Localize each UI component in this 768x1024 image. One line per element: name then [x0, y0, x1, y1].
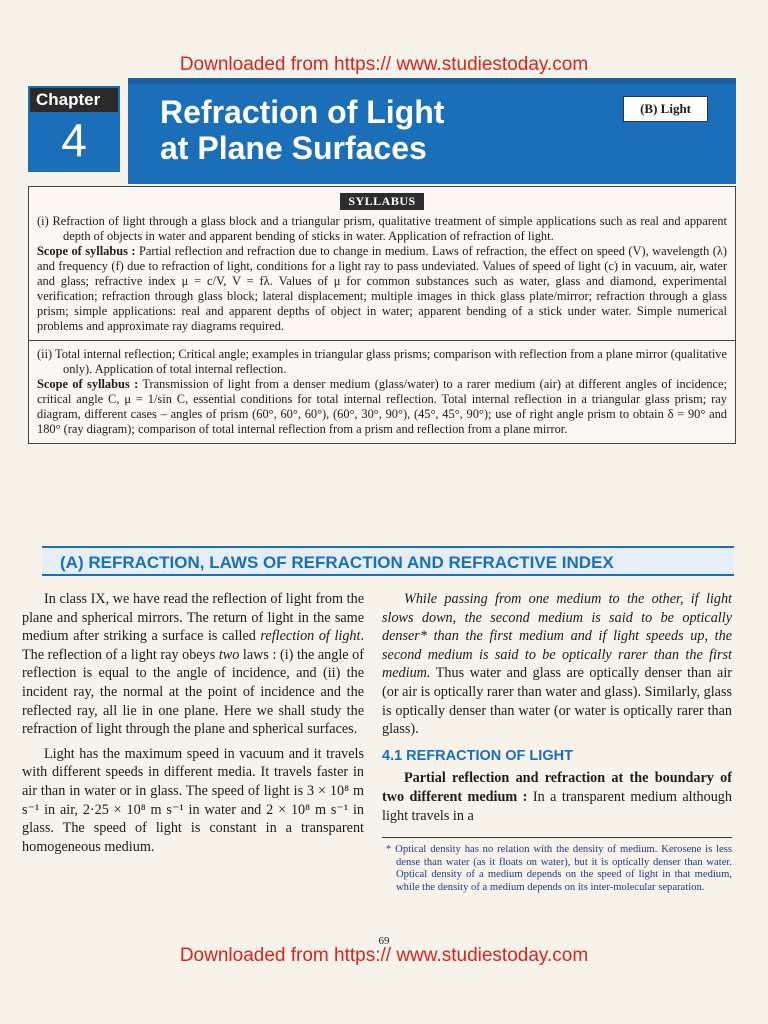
- syllabus-box: [28, 186, 736, 444]
- scope-label-2: Scope of syllabus :: [37, 377, 139, 391]
- footnote: * Optical density has no relation with the density of medium. Kerosene is less dense than water (as it floats on water), but it is optically denser than water. Optical density of a medium depends on the speed of light in that medium, while the density of a medium depends on its inter-molecular separation.: [382, 837, 732, 894]
- syllabus-point-2: (ii) Total internal reflection; Critical angle; examples in triangular glass prisms; comparison with reflection from a plane mirror (qualitative only). Application of total internal reflection.: [37, 347, 727, 376]
- left-column: [22, 590, 364, 862]
- text-run: . The reflection of a light ray obeys: [22, 628, 364, 663]
- title-line-1: Refraction of Light: [160, 94, 445, 130]
- text-run: In a transparent medium although light travels in a: [382, 788, 732, 824]
- title-banner: [128, 78, 736, 184]
- syllabus-point-1: (i) Refraction of light through a glass block and a triangular prism, qualitative treatment of simple applications such as real and apparent depth of objects in water and apparent bending of sticks in water. Application of refraction of light.: [37, 214, 727, 243]
- scope-text-1: Partial reflection and refraction due to change in medium. Laws of refraction, the effect on speed (V), wavelength (λ) and frequency (f) due to refraction of light, conditions for a light ray to pass undeviated. Values of speed of light (c) in vacuum, air, water and glass; refractive index μ = c/V, V = fλ. Values of μ for common substances such as water, glass and diamond, experimental verification; refraction through glass block; lateral displacement; multiple images in thick glass plate/mirror; refraction through a glass prism; simple applications: real and apparent depths of object in water; apparent bending of a stick under water. Simple numerical problems and approximate ray diagrams required.: [37, 244, 727, 333]
- chapter-number: 4: [61, 114, 87, 166]
- term-reflection: reflection of light: [260, 628, 361, 645]
- syllabus-part-1: [29, 187, 735, 340]
- text-run-italic: two: [218, 646, 240, 663]
- right-column: [382, 590, 732, 894]
- bold-lead: Partial reflection and refraction at the boundary of two different medium :: [382, 770, 732, 805]
- watermark-bottom: Downloaded from https:// www.studiestoday.com: [179, 945, 589, 966]
- syllabus-part-2: [29, 340, 735, 443]
- chapter-title: [160, 94, 444, 166]
- right-paragraph-1: [382, 590, 732, 739]
- left-paragraph-1: [22, 590, 364, 739]
- right-paragraph-2: [382, 769, 732, 825]
- scope-text-2: Transmission of light from a denser medium (glass/water) to a rarer medium (air) at different angles of incidence; critical angle C, μ = 1/sin C, essential conditions for total internal reflection. Total internal reflection in a triangular glass prism; ray diagram, different cases – angles of prism (60°, 60°, 60°), (60°, 30°, 90°), (45°, 45°, 90°); use of right angle prism to obtain δ = 90° and 180° (ray diagram); comparison of total internal reflection from a prism and reflection from a plane mirror.: [37, 377, 727, 436]
- section-heading: (A) REFRACTION, LAWS OF REFRACTION AND REFRACTIVE INDEX: [42, 546, 734, 576]
- chapter-box: [28, 86, 120, 172]
- text-run: Thus water and glass are optically denser than air (or air is optically rarer than water and glass). Similarly, glass is optically denser than water (or water is optically rarer than glass).: [382, 665, 732, 738]
- left-paragraph-2: Light has the maximum speed in vacuum and it travels with different speeds in different media. It travels faster in air than in water or in glass. The speed of light is 3 × 10⁸ m s⁻¹ in air, 2·25 × 10⁸ m s⁻¹ in water and 2 × 10⁸ m s⁻¹ in glass. The speed of light is constant in a transparent homogeneous medium.: [22, 745, 364, 855]
- text-run: laws : (i) the angle of reflection is equal to the angle of incidence, and (ii) the incident ray, the normal at the point of incidence and the reflected ray, all lie in one plane. Here we shall study the refraction of light through the plane and spherical surfaces.: [22, 646, 364, 738]
- unit-tag: (B) Light: [623, 96, 708, 122]
- syllabus-heading: SYLLABUS: [340, 193, 423, 210]
- syllabus-scope-1: [37, 244, 727, 334]
- definition-italic: While passing from one medium to the other, if light slows down, the second medium is said to be optically denser* than the first medium and if light speeds up, the second medium is said to be optically rarer than the first medium.: [382, 591, 732, 682]
- scope-label-1: Scope of syllabus :: [37, 244, 136, 258]
- text-run: In class IX, we have read the reflection of light from the plane and spherical mirrors. The return of light in the same medium after striking a surface is called: [22, 591, 364, 645]
- subheading-4-1: 4.1 REFRACTION OF LIGHT: [382, 747, 573, 764]
- page-number: 69: [378, 935, 390, 947]
- watermark-top: Downloaded from https:// www.studiestoday.com: [179, 54, 589, 75]
- syllabus-scope-2: [37, 377, 727, 437]
- title-line-2: at Plane Surfaces: [160, 130, 427, 166]
- chapter-label: Chapter: [30, 88, 118, 112]
